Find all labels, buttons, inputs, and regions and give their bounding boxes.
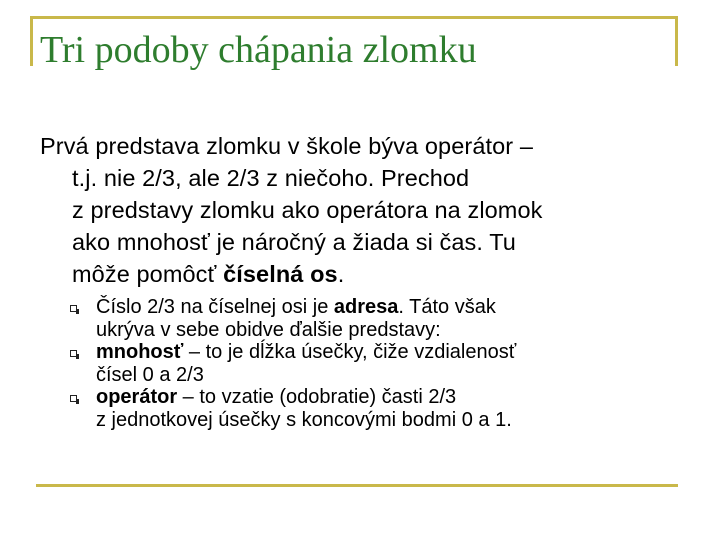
square-bullet-icon: [70, 350, 77, 357]
bullet-list: [70, 296, 670, 431]
list-item: [70, 341, 670, 386]
bullet-1-line-2: ukrýva v sebe obidve ďalšie predstavy:: [96, 318, 441, 341]
main-line-2: t.j. nie 2/3, ale 2/3 z niečoho. Prechod: [72, 165, 470, 191]
frame-left-line: [30, 16, 33, 66]
bullet-1-line-1: [96, 296, 670, 319]
main-line-3: z predstavy zlomku ako operátora na zlomok: [72, 197, 543, 223]
bullet-2-line-1: [96, 341, 670, 364]
square-bullet-icon: [70, 395, 77, 402]
bullet-1-prefix: Číslo 2/3 na číselnej osi je: [96, 296, 334, 318]
bullet-1-suffix: . Táto však: [398, 296, 496, 318]
frame-bottom-line: [36, 484, 678, 487]
bullet-2-suffix: – to je dĺžka úsečky, čiže vzdialenosť: [183, 341, 517, 363]
main-line-5-suffix: .: [337, 261, 345, 287]
bullet-3-line-1: [96, 386, 670, 409]
bullet-3-line-2: z jednotkovej úsečky s koncovými bodmi 0 a 1.: [96, 408, 512, 431]
list-item: [70, 386, 670, 431]
frame-right-line: [675, 16, 678, 66]
bullet-1-bold: adresa: [333, 296, 399, 318]
main-line-1: Prvá predstava zlomku v škole býva operátor –: [40, 133, 534, 159]
frame-top-line: [30, 16, 678, 19]
square-bullet-icon: [70, 305, 77, 312]
main-paragraph: [40, 130, 680, 290]
bullet-3-suffix: – to vzatie (odobratie) časti 2/3: [177, 386, 457, 408]
bullet-2-line-2: čísel 0 a 2/3: [96, 363, 204, 386]
main-line-5: [40, 258, 680, 290]
slide-title: Tri podoby chápania zlomku: [40, 29, 477, 71]
main-line-5-prefix: môže pomôcť: [72, 261, 224, 287]
list-item: [70, 296, 670, 341]
main-line-5-bold: číselná os: [223, 261, 338, 287]
main-line-4: ako mnohosť je náročný a žiada si čas. Tu: [72, 229, 516, 255]
bullet-2-bold: mnohosť: [96, 341, 184, 363]
bullet-3-bold: operátor: [96, 386, 178, 408]
